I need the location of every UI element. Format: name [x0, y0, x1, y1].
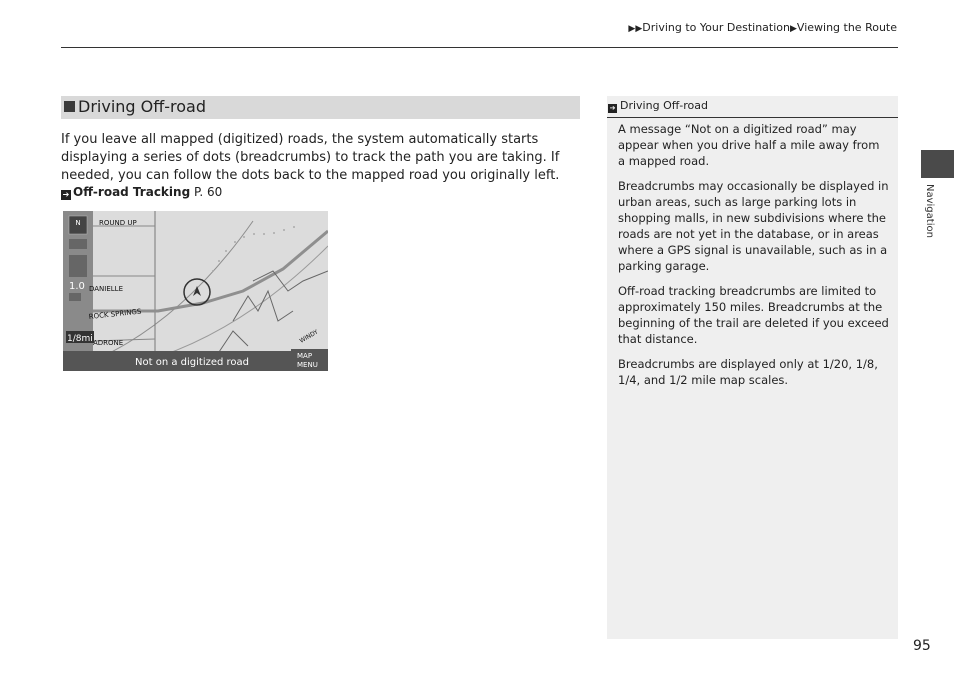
header-divider: [61, 47, 898, 48]
breadcrumb-part2[interactable]: Viewing the Route: [796, 21, 897, 34]
reference-arrow-icon: ➔: [62, 190, 70, 199]
street-label: DANIELLE: [89, 285, 124, 293]
sidebar-paragraph: Breadcrumbs may occasionally be displayed in urban areas, such as large parking lots in shopping malls, in new subdivisions where the roads are not yet in the database, or in areas where a GPS signal is unavailable, such as in a parking garage.: [618, 179, 889, 273]
map-screenshot: [63, 211, 328, 371]
zoom-value: 1.0: [69, 281, 85, 292]
north-indicator: N: [75, 219, 81, 227]
xref-page[interactable]: P. 60: [193, 185, 223, 199]
triangle-right-icon: ▶: [789, 24, 797, 34]
breadcrumb-part1[interactable]: Driving to Your Destination: [642, 21, 790, 34]
cross-reference[interactable]: [61, 185, 222, 200]
street-label: ROUND UP: [99, 219, 137, 227]
square-bullet-icon: [64, 101, 75, 112]
sidebar-paragraphs: [618, 121, 890, 397]
triangle-right-icon: ▶▶: [628, 24, 643, 34]
chapter-tab[interactable]: [921, 150, 954, 178]
sidebar-heading: [608, 99, 708, 113]
scale-label: 1/8mi: [67, 334, 93, 344]
street-label: ADRONE: [93, 339, 124, 347]
body-paragraph: If you leave all mapped (digitized) roads, the system automatically starts displaying a series of dots (breadcrumbs) to track the path you are taking. If needed, you can follow the dots back to the mapped road you originally left.: [61, 132, 560, 183]
chapter-label[interactable]: [922, 184, 938, 254]
sidebar-heading-text: Driving Off-road: [620, 99, 709, 112]
status-message: Not on a digitized road: [135, 357, 250, 368]
sidebar-note: [607, 96, 898, 639]
sidebar-paragraph: Breadcrumbs are displayed only at 1/20, 1/8, 1/4, and 1/2 mile map scales.: [618, 357, 878, 387]
xref-label[interactable]: Off-road Tracking: [73, 185, 191, 199]
section-header: [61, 96, 580, 119]
street-label: WINDY: [298, 328, 320, 345]
reference-arrow-icon: ➔: [609, 104, 616, 112]
chapter-label-text: Navigation: [924, 184, 935, 238]
page-number: 95: [913, 638, 931, 654]
sidebar-divider: [607, 117, 898, 118]
breadcrumb: [628, 21, 897, 34]
map-button[interactable]: MAP: [297, 352, 313, 360]
sidebar-paragraph: Off-road tracking breadcrumbs are limited to approximately 150 miles. Breadcrumbs at the beginning of the trail are deleted if you exceed that distance.: [618, 284, 889, 346]
street-label: ROCK SPRINGS: [88, 307, 142, 321]
menu-button[interactable]: MENU: [297, 361, 318, 369]
section-title: Driving Off-road: [78, 97, 207, 116]
sidebar-paragraph: A message “Not on a digitized road” may appear when you drive half a mile away from a mapped road.: [618, 122, 880, 168]
